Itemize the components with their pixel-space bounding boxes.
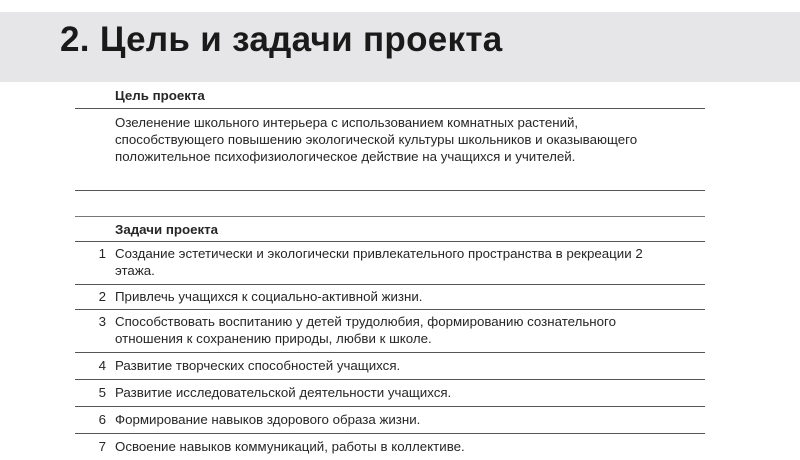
task-number: 2 <box>98 289 106 304</box>
goal-header-row <box>75 82 705 109</box>
goal-header: Цель проекта <box>115 88 205 103</box>
tasks-header: Задачи проекта <box>115 222 219 237</box>
task-number: 4 <box>98 358 106 373</box>
project-table <box>75 82 705 460</box>
goal-text-row <box>75 109 705 191</box>
task-row <box>75 380 705 407</box>
task-number: 6 <box>98 412 106 427</box>
task-text: Освоение навыков коммуникаций, работы в коллективе. <box>115 439 465 454</box>
goal-text: Озеленение школьного интерьера с использованием комнатных растений, способствующего повышению экологической культуры школьников и оказывающего положительное психофизиологическое действие на учащихся и учителей. <box>115 115 638 165</box>
task-number: 5 <box>98 385 106 400</box>
task-number: 3 <box>98 314 106 329</box>
task-row <box>75 285 705 310</box>
tasks-header-row <box>75 217 705 242</box>
task-row <box>75 310 705 353</box>
task-text: Развитие творческих способностей учащихся. <box>115 358 401 373</box>
task-text: Создание эстетически и экологически привлекательного пространства в рекреации 2 этажа. <box>115 246 643 279</box>
task-text: Развитие исследовательской деятельности учащихся. <box>115 385 452 400</box>
task-text: Формирование навыков здорового образа жизни. <box>115 412 421 427</box>
task-text: Привлечь учащихся к социально-активной жизни. <box>115 289 423 304</box>
task-row <box>75 242 705 285</box>
task-row <box>75 434 705 460</box>
task-text: Способствовать воспитанию у детей трудолюбия, формированию сознательного отношения к сохранению природы, любви к школе. <box>115 314 616 347</box>
slide-title: 2. Цель и задачи проекта <box>60 20 503 59</box>
spacer-row <box>75 191 705 217</box>
task-row <box>75 353 705 380</box>
task-number: 1 <box>98 246 106 261</box>
task-row <box>75 407 705 434</box>
task-number: 7 <box>98 439 106 454</box>
